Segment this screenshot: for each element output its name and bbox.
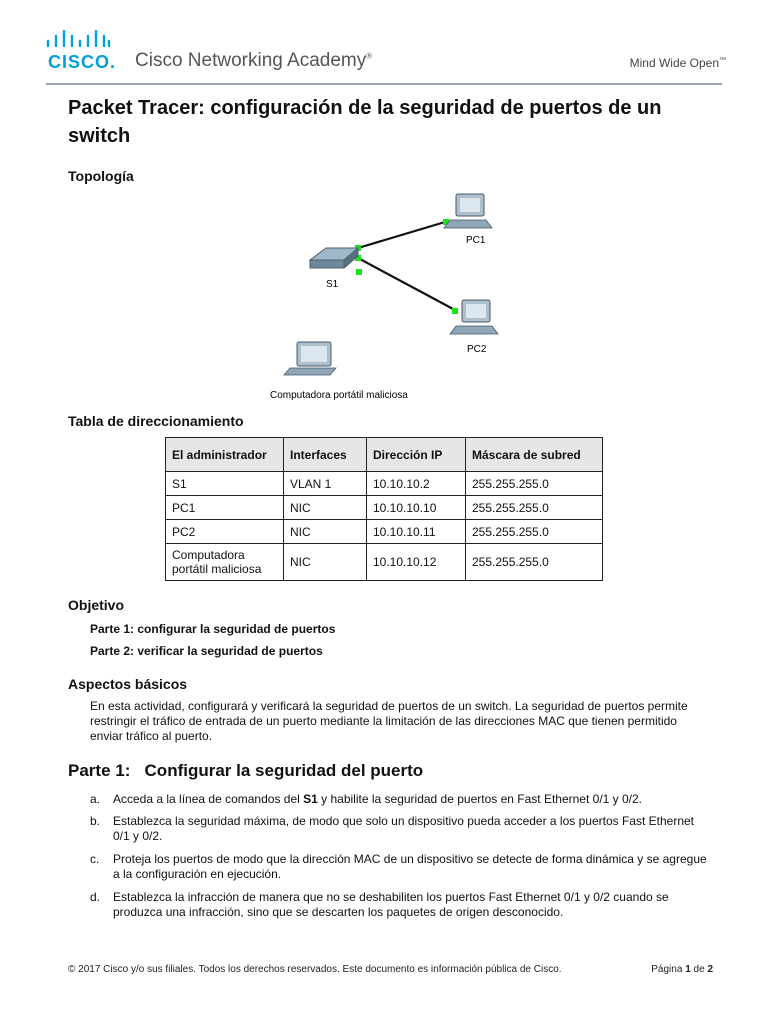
list-item: a. Acceda a la línea de comandos del S1 y habilite la seguridad de puertos en Fast Ethernet 0/1 y 0/2. [90,792,643,806]
topology-heading: Topología [68,168,134,184]
table-row: S1 VLAN 1 10.10.10.2 255.255.255.0 [166,472,603,496]
header-divider [46,83,722,85]
topology-diagram [260,188,520,403]
page-title: Packet Tracer: configuración de la seguridad de puertos de un switch [68,97,662,147]
objective-part-2: Parte 2: verificar la seguridad de puertos [90,644,323,658]
col-ip: Dirección IP [367,438,466,472]
cisco-wordmark: CISCO. [48,52,117,72]
table-header-row [166,438,603,472]
footer-copyright: © 2017 Cisco y/o sus filiales. Todos los derechos reservados. Este documento es información pública de Cisco. [68,964,562,975]
link-light [356,269,362,275]
objective-part-1: Parte 1: configurar la seguridad de puertos [90,622,336,636]
laptop-icon [284,342,336,375]
cable-s1-pc1 [358,222,445,248]
objective-heading: Objetivo [68,597,125,613]
list-item: d. Establezca la infracción de manera que no se deshabiliten los puertos Fast Ethernet 0/1 y 0/2 cuando se produzca una infracción, sino que se descarten los paquetes de origen desconocido. [90,890,669,919]
col-mask: Máscara de subred [466,438,603,472]
cable-s1-pc2 [358,258,455,310]
background-heading: Aspectos básicos [68,676,188,692]
table-row: Computadora portátil maliciosa NIC 10.10.10.12 255.255.255.0 [166,544,603,581]
pc1-icon [444,194,492,228]
academy-name: Cisco Networking Academy® [135,50,373,71]
label-s1: S1 [326,279,339,290]
table-row: PC1 NIC 10.10.10.10 255.255.255.0 [166,496,603,520]
addressing-heading: Tabla de direccionamiento [68,413,244,429]
tagline: Mind Wide Open™ [629,56,726,70]
label-pc2: PC2 [467,344,487,355]
col-admin: El administrador [166,438,284,472]
addressing-table [165,437,603,581]
cisco-bars-icon [45,30,111,50]
page-number: Página 1 de 2 [651,964,713,975]
background-text: En esta actividad, configurará y verificará la seguridad de puertos de un switch. La seguridad de puertos permite restringir el tráfico de entrada de un puerto mediante la limitación de las direcciones MAC que tienen permitido enviar tráfico al puerto. [90,699,688,743]
pc2-icon [450,300,498,334]
list-item: c. Proteja los puertos de modo que la dirección MAC de un dispositivo se detecte de forma dinámica y se agregue a la configuración en ejecución. [90,852,707,881]
col-interfaces: Interfaces [284,438,367,472]
switch-icon [310,248,358,268]
label-laptop: Computadora portátil maliciosa [270,390,408,401]
table-row: PC2 NIC 10.10.10.11 255.255.255.0 [166,520,603,544]
part1-title: Parte 1: Configurar la seguridad del puerto [68,761,424,780]
label-pc1: PC1 [466,235,486,246]
link-light [452,308,458,314]
list-item: b. Establezca la seguridad máxima, de modo que solo un dispositivo pueda acceder a los puertos Fast Ethernet 0/1 y 0/2. [90,814,695,843]
